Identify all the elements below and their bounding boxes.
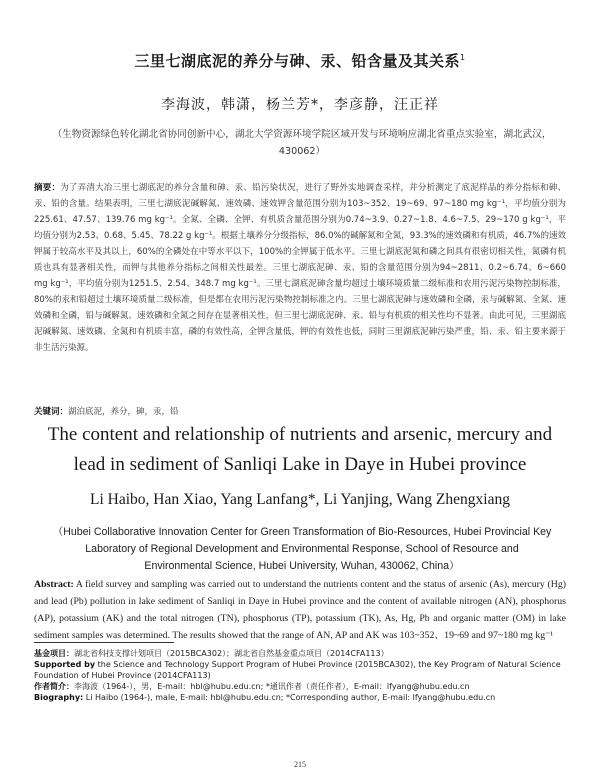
page-number: 215 <box>294 760 306 769</box>
english-abstract-label: Abstract: <box>34 579 74 590</box>
english-abstract-text: A field survey and sampling was carried out to understand the nutrients content and the status of arsenic (As), mercury (Hg) and lead (Pb) pollution in lake sediment of Sanliqi in Daye in Hubei province and the content of available nitrogen (AN), phosphorus (AP), potassium (AK) and the total nitrogen (TN), phosphorus (TP), potassium (TK), As, Hg, Pb and organic matter (OM) in lake sediment samples was determined. The results showed that the range of AN, AP and AK was 103~352、19~69 and 97~180 mg kg⁻¹ <box>34 579 566 641</box>
chinese-title <box>40 50 560 71</box>
chinese-authors: 李海波，韩潇，杨兰芳*，李彦静，汪正祥 <box>161 97 439 113</box>
english-affiliation: （Hubei Collaborative Innovation Center for Green Transformation of Bio-Resources, Hubei Provincial Key Laboratory of Regional Development and Environmental Response, School of Resource and Environmental Science, Hubei University, Wuhan, 430062, China） <box>52 526 552 572</box>
title-footnote-mark: 1 <box>459 53 466 62</box>
footnote-bio-en <box>34 692 566 703</box>
chinese-affiliation: （生物资源绿色转化湖北省协同创新中心，湖北大学资源环境学院区域开发与环境响应湖北省重点实验室，湖北武汉，430062） <box>52 129 552 157</box>
chinese-keywords-label: 关键词： <box>34 407 69 417</box>
chinese-keywords-text: 湖泊底泥，养分，砷，汞，铅 <box>68 407 179 417</box>
chinese-title-text: 三里七湖底泥的养分与砷、汞、铅含量及其关系 <box>134 52 460 70</box>
footnote-fund-cn-text: 湖北省科技支撑计划项目（2015BCA302）；湖北省自然基金重点项目（2014CFA113） <box>74 649 389 658</box>
footnote-fund-cn-label: 基金项目： <box>34 649 74 658</box>
footnote-bio-en-label: Biography: <box>34 693 84 702</box>
footnote-bio-cn-text: 李海波（1964-），男，E-mail：hbl@hubu.edu.cn; *通讯作者（责任作者），E-mail：lfyang@hubu.edu.cn <box>74 682 470 691</box>
footnote-fund-cn <box>34 648 566 659</box>
footnote-fund-en-label: Supported by <box>34 660 96 669</box>
footnote-bio-cn <box>34 681 566 692</box>
english-authors: Li Haibo, Han Xiao, Yang Lanfang*, Li Yanjing, Wang Zhengxiang <box>90 491 510 508</box>
footnote-bio-en-text: Li Haibo (1964-), male, E-mail: hbl@hubu.edu.cn; *Corresponding author, E-mail: lfyang@hubu.edu.cn <box>85 693 496 702</box>
chinese-abstract-label: 摘要： <box>34 183 61 193</box>
footnote-fund-en <box>34 659 566 681</box>
footnote-divider <box>34 642 174 643</box>
chinese-abstract <box>34 180 566 356</box>
footnote-fund-en-text: the Science and Technology Support Program of Hubei Province (2015BCA302), the Key Program of Natural Science Foundation of Hubei Province (2014CFA113) <box>34 660 561 680</box>
chinese-abstract-text: 为了弄清大冶三里七湖底泥的养分含量和砷、汞、铅污染状况，进行了野外实地调查采样，并分析测定了底泥样品的养分指标和砷、汞、铅的含量。结果表明，三里七湖底泥碱解氮、速效磷、速效钾含量范围分别为103~352、19~69、97~180 mg kg⁻¹，平均值分别为225.61、47.57、139.76 mg kg⁻¹。全氮、全磷、全钾、有机质含量范围分别为0.74~3.9、0.27~1.8、4.6~7.5、29~170 g kg⁻¹，平均值分别为2.53、0.68、5.45、78.22 g kg⁻¹。根据土壤养分分级指标，86.0%的碱解氮和全氮，93.3%的速效磷和有机质，46.7%的速效钾属于较高水平及其以上，60%的全磷处在中等水平以下，100%的全钾属于低水平。三里七湖底泥氮和磷之间具有很密切相关性，氮磷有机质也具有显著相关性，而钾与其他养分指标之间相关性最差。三里七湖底泥砷、汞、铅的含量范围分别为94~2811、0.2~6.74、6~660 mg kg⁻¹，平均值分别为1251.5、2.54、348.7 mg kg⁻¹。三里七湖底泥砷含量均超过土壤环境质量二级标准和农用污泥污染物控制标准，80%的汞和铅超过土壤环境质量二级标准，但是都在农用污泥污染物控制标准之内。三里七湖底泥砷与速效磷和全磷，汞与碱解氮、全氮、速效磷和全磷，铅与碱解氮、速效磷和全氮之间存在显著相关性，但三里七湖底泥砷、汞、铅与有机质的相关性均不显著。由此可见，三里湖底泥碱解氮、速效磷、全氮和有机质丰富，磷的有效性高，全钾含量低，钾的有效性也低，同时三里湖底泥砷污染严重，铅、汞、铅主要来源于非生活污染源。 <box>34 183 566 353</box>
footnotes <box>34 648 566 703</box>
chinese-keywords <box>34 405 566 417</box>
english-abstract <box>34 576 566 644</box>
english-title: The content and relationship of nutrients and arsenic, mercury and lead in sediment of Sanliqi Lake in Daye in Hubei province <box>47 424 553 475</box>
footnote-bio-cn-label: 作者简介： <box>34 682 74 691</box>
